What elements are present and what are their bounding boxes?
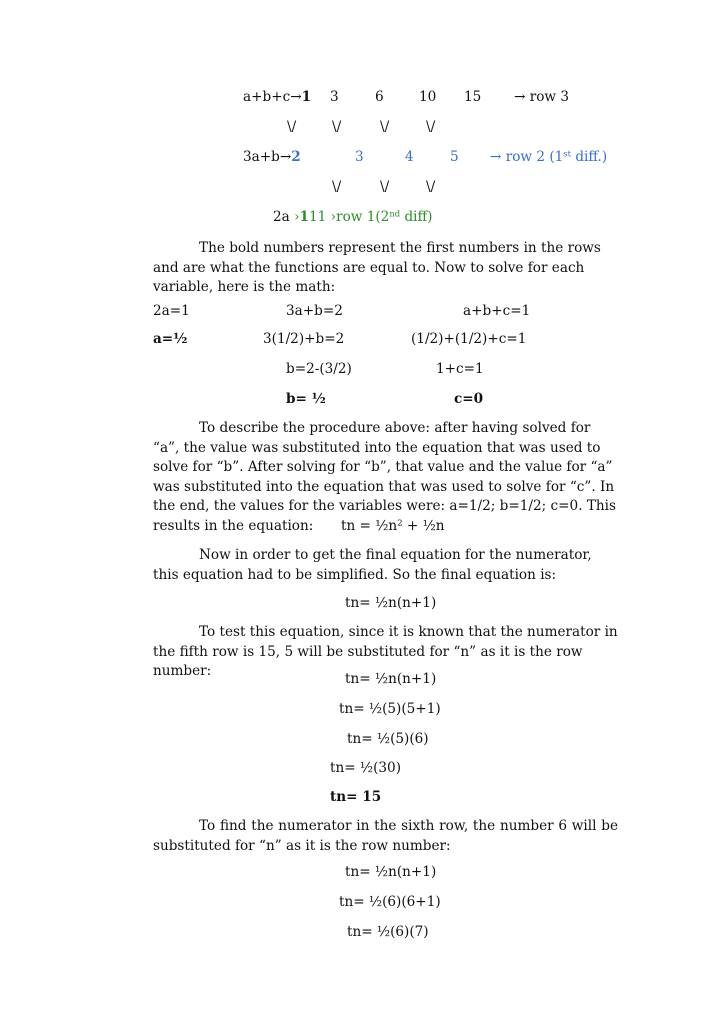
paragraph: To describe the procedure above: after having solved for “a”, the value was substituted into the equation that was used to solve for “b”. After solving for “b”, that value and the value for “a” was substituted into the equation that was used to solve for “c”. In the end, the values for the variables were: a=1/2; b=1/2; c=0. This results in the equation: [153,420,616,534]
row3-value: 6 [375,89,384,105]
diff-connector: \/ [426,119,436,135]
equation: tn= ½n(n+1) [345,595,437,611]
paragraph: To test this equation, since it is known that the numerator in the fifth row is 15, 5 will be substituted for “n” as it is the row number: [153,624,618,679]
equation: tn= ½(5)(5+1) [339,701,441,717]
equation: a=½ [153,331,188,347]
row3-value: 10 [419,89,437,105]
equation: a+b+c=1 [463,303,531,319]
diff-connector: \/ [332,179,342,195]
equation: tn= ½n(n+1) [345,864,437,880]
row3-tag: → row 3 [514,89,569,105]
row3-value: 3 [330,89,339,105]
row3-value: 15 [464,89,482,105]
equation: (1/2)+(1/2)+c=1 [411,331,527,347]
equation: b= ½ [286,391,326,407]
row2-value: 4 [405,149,414,165]
paragraph: To find the numerator in the sixth row, the number 6 will be substituted for “n” as it is the row number: [153,818,618,854]
diff-connector: \/ [380,119,390,135]
row1-line: 2a ›111 ›row 1(2nd diff) [273,208,433,225]
diff-connector: \/ [380,179,390,195]
equation: tn= ½(30) [330,760,402,776]
paragraph: The bold numbers represent the first numbers in the rows and are what the functions are equal to. Now to solve for each variable, here is the math: [153,240,601,295]
equation: tn= ½(6)(6+1) [339,894,441,910]
row2-value: 3 [355,149,364,165]
equation: b=2-(3/2) [286,361,352,377]
diff-connector: \/ [287,119,297,135]
equation: 3(1/2)+b=2 [263,331,345,347]
equation: 3a+b=2 [286,303,343,319]
diff-connector: \/ [332,119,342,135]
equation: tn = $\frac{1}{2}n^2$ + ½n [341,517,445,534]
equation: tn= 15 [330,789,382,805]
paragraph: Now in order to get the final equation for the numerator, this equation had to be simplified. So the final equation is: [153,547,592,583]
equation: tn= ½(6)(7) [347,924,429,940]
row3-label: a+b+c→1 [243,89,312,105]
equation: tn= ½n(n+1) [345,671,437,687]
diff-connector: \/ [426,179,436,195]
row2-value: 5 [450,149,459,165]
equation: c=0 [454,391,484,407]
row2-label: 3a+b→2 [243,149,301,165]
equation: 2a=1 [153,303,190,319]
equation: tn= ½(5)(6) [347,731,429,747]
equation: 1+c=1 [436,361,484,377]
row2-tag: → row 2 (1st diff.) [490,148,608,165]
